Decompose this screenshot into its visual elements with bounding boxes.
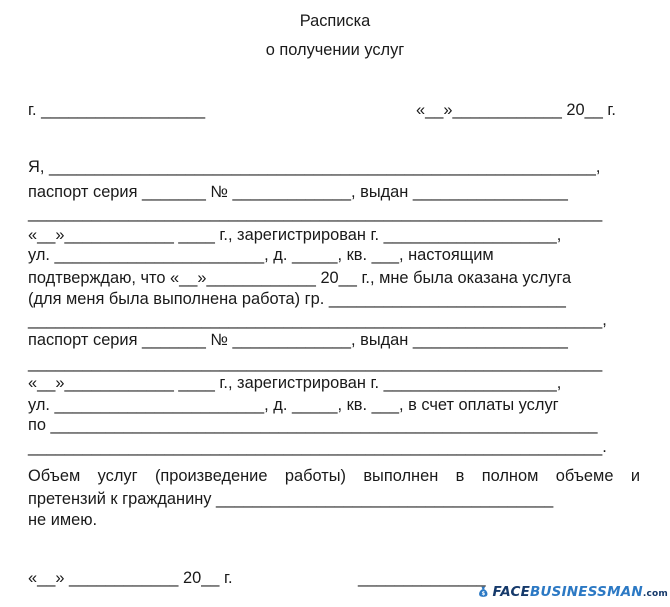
body-line: _______________________________________________________________ xyxy=(28,204,603,222)
svg-text:$: $ xyxy=(481,591,486,598)
footer-date: «__» ____________ 20__ г. xyxy=(28,569,233,587)
date-field: «__»____________ 20__ г. xyxy=(416,101,616,119)
conclusion-line-3: не имею. xyxy=(28,511,98,529)
conclusion-word: Объем xyxy=(28,467,81,485)
body-line: паспорт серия _______ № _____________, выдан _________________ xyxy=(28,183,568,201)
body-line: «__»____________ ____ г., зарегистрирован г. ___________________, xyxy=(28,374,562,392)
body-line: _______________________________________________________________. xyxy=(28,438,607,456)
document-subtitle: о получении услуг xyxy=(265,41,405,59)
watermark-text: FACEBUSINESSMAN.com xyxy=(492,584,668,600)
conclusion-word: (произведение xyxy=(154,467,268,485)
conclusion-word: выполнен xyxy=(363,467,439,485)
signature-line: ______________ xyxy=(358,569,486,587)
city-field: г. __________________ xyxy=(28,101,206,119)
body-line: подтверждаю, что «__»____________ 20__ г., мне была оказана услуга xyxy=(28,269,572,287)
conclusion-word: работы) xyxy=(284,467,346,485)
conclusion-word: полном xyxy=(481,467,539,485)
conclusion-line-1 xyxy=(28,466,640,486)
body-line: (для меня была выполнена работа) гр. __________________________ xyxy=(28,290,566,308)
document-title: Расписка xyxy=(299,12,371,30)
body-line: _______________________________________________________________ xyxy=(28,354,603,372)
conclusion-word: и xyxy=(630,467,640,485)
conclusion-word: в xyxy=(455,467,465,485)
body-line: по ____________________________________________________________ xyxy=(28,416,598,434)
body-line: ул. _______________________, д. _____, кв. ___, в счет оплаты услуг xyxy=(28,396,559,414)
money-bag-icon xyxy=(478,582,489,602)
conclusion-word: услуг xyxy=(97,467,138,485)
conclusion-line-2: претензий к гражданину _____________________________________ xyxy=(28,490,554,508)
body-line: _______________________________________________________________, xyxy=(28,311,607,329)
body-line: «__»____________ ____ г., зарегистрирован г. ___________________, xyxy=(28,226,562,244)
body-line: паспорт серия _______ № _____________, выдан _________________ xyxy=(28,331,568,349)
watermark-logo xyxy=(478,580,668,604)
body-line: Я, ____________________________________________________________, xyxy=(28,158,601,176)
conclusion-word: объеме xyxy=(555,467,614,485)
body-line: ул. _______________________, д. _____, кв. ___, настоящим xyxy=(28,246,494,264)
